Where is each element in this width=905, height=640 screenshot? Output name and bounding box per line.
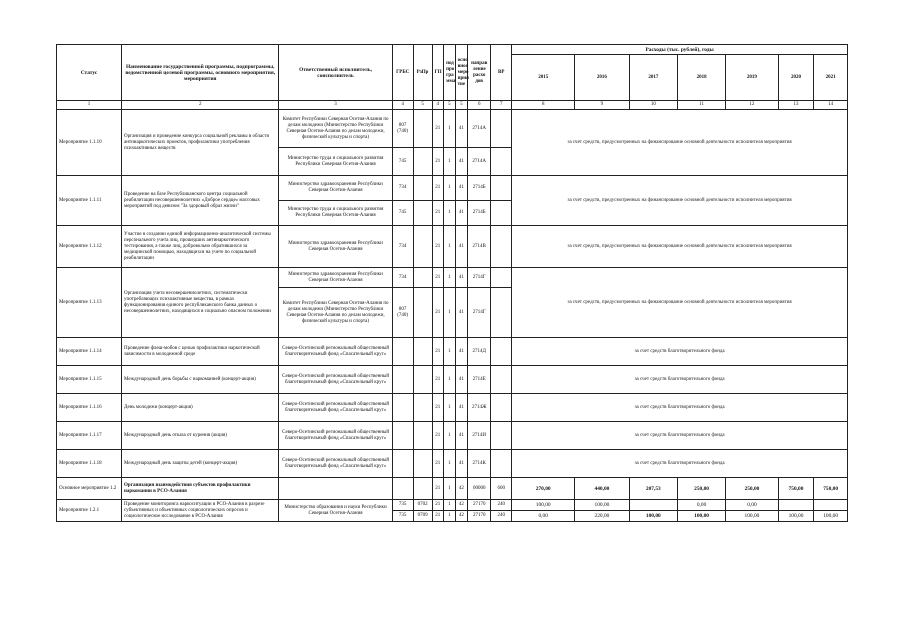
row-name: Международный день защиты детей (концерт-акция) <box>122 450 279 478</box>
row-rzpr: 0709 <box>413 511 432 522</box>
table-row <box>57 366 848 394</box>
row-executor: Министерство труда и социального развития Республики Северная Осетия-Алания <box>279 201 392 226</box>
header-rzpr: РзПр <box>413 45 432 101</box>
header-year: 2019 <box>726 55 778 101</box>
table-row <box>57 268 848 288</box>
row-pgp: 1 <box>444 110 456 148</box>
row-pgp: 1 <box>444 500 456 511</box>
row-gp: 21 <box>432 422 444 450</box>
column-number: 1 <box>57 101 122 110</box>
row-grbs <box>392 422 413 450</box>
header-om: осно вное меро прия тие <box>455 45 468 101</box>
row-funding-note: за счет средств благотворительного фонда <box>512 394 848 422</box>
column-number: 14 <box>814 101 848 110</box>
row-rzpr <box>413 366 432 394</box>
row-gp: 21 <box>432 450 444 478</box>
column-number: 7 <box>491 101 512 110</box>
row-grbs: 735 <box>392 500 413 511</box>
row-vr <box>491 422 512 450</box>
row-funding-note: за счет средств, предусмотренных на финансирование основной деятельности исполнителя мероприятия <box>512 226 848 268</box>
header-grbs: ГРБС <box>392 45 413 101</box>
main-event-om: 42 <box>455 478 468 500</box>
column-number: 5 <box>455 101 468 110</box>
row-om: 41 <box>455 366 468 394</box>
header-year: 2016 <box>575 55 630 101</box>
row-dir: 2714А <box>468 110 491 148</box>
table-row <box>57 338 848 366</box>
row-status: Мероприятие 1.1.11 <box>57 176 122 226</box>
row-executor: Комитет Республики Северная Осетия-Алания по делам молодежи (Министерство Республики Северная Осетия-Алания по делам молодежи, физической культуры и спорта) <box>279 288 392 338</box>
main-event-rzpr <box>413 478 432 500</box>
row-funding-note: за счет средств благотворительного фонда <box>512 422 848 450</box>
row-pgp: 1 <box>444 176 456 201</box>
header-status: Статус <box>57 45 122 101</box>
row-pgp: 1 <box>444 511 456 522</box>
row-om: 41 <box>455 422 468 450</box>
row-executor: Северо-Осетинский региональный общественный благотворительный фонд «Спасательный круг» <box>279 450 392 478</box>
main-event-gp: 21 <box>432 478 444 500</box>
row-value: 0,00 <box>726 500 778 511</box>
row-value: 100,00 <box>677 511 725 522</box>
row-grbs <box>392 366 413 394</box>
row-vr <box>491 201 512 226</box>
main-event-vr: 600 <box>491 478 512 500</box>
row-om: 41 <box>455 288 468 338</box>
row-status: Мероприятие 1.1.16 <box>57 394 122 422</box>
row-dir: 2714И <box>468 422 491 450</box>
row-executor: Северо-Осетинский региональный общественный благотворительный фонд «Спасательный круг» <box>279 366 392 394</box>
column-number: 12 <box>726 101 778 110</box>
row-pgp: 1 <box>444 450 456 478</box>
row-grbs: 807 (740) <box>392 288 413 338</box>
row-gp: 21 <box>432 201 444 226</box>
column-number: 9 <box>575 101 630 110</box>
main-event-value: 270,00 <box>512 478 575 500</box>
row-executor: Северо-Осетинский региональный общественный благотворительный фонд «Спасательный круг» <box>279 394 392 422</box>
row-funding-note: за счет средств, предусмотренных на финансирование основной деятельности исполнителя мероприятия <box>512 110 848 176</box>
main-event-value: 750,00 <box>814 478 848 500</box>
main-event-value: 207,53 <box>629 478 677 500</box>
row-vr: 240 <box>491 511 512 522</box>
header-expenses: Расходы (тыс. рублей), годы <box>512 45 848 55</box>
row-value: 100,00 <box>629 511 677 522</box>
table-row <box>57 176 848 201</box>
budget-table <box>56 44 848 522</box>
row-pgp: 1 <box>444 338 456 366</box>
row-grbs: 807 (740) <box>392 110 413 148</box>
column-number: 5 <box>444 101 456 110</box>
main-event-pgp: 1 <box>444 478 456 500</box>
column-number: 10 <box>629 101 677 110</box>
row-pgp: 1 <box>444 226 456 268</box>
row-executor: Министерство здравоохранения Республики Северная Осетия-Алания <box>279 226 392 268</box>
column-number: 4 <box>392 101 413 110</box>
main-event-grbs <box>392 478 413 500</box>
row-executor: Северо-Осетинский региональный общественный благотворительный фонд «Спасательный круг» <box>279 422 392 450</box>
row-vr <box>491 394 512 422</box>
row-dir: 2714А <box>468 148 491 176</box>
row-grbs: 734 <box>392 176 413 201</box>
table-row <box>57 450 848 478</box>
row-executor: Северо-Осетинский региональный общественный благотворительный фонд «Спасательный круг» <box>279 338 392 366</box>
header-pgp: под про гра мма <box>444 45 456 101</box>
row-om: 41 <box>455 110 468 148</box>
row-om: 42 <box>455 500 468 511</box>
row-name: Международный день борьбы с наркоманией (концерт-акция) <box>122 366 279 394</box>
row-dir: 2714Г <box>468 288 491 338</box>
row-value: 100,00 <box>814 511 848 522</box>
row-grbs: 735 <box>392 511 413 522</box>
main-event-value: 250,00 <box>677 478 725 500</box>
row-gp: 21 <box>432 148 444 176</box>
row-vr: 240 <box>491 500 512 511</box>
row-dir: 27170 <box>468 511 491 522</box>
table-row <box>57 422 848 450</box>
row-dir: 27170 <box>468 500 491 511</box>
column-number: 6 <box>468 101 491 110</box>
row-pgp: 1 <box>444 288 456 338</box>
row-om: 41 <box>455 394 468 422</box>
row-vr <box>491 226 512 268</box>
row-rzpr <box>413 201 432 226</box>
row-status: Мероприятие 1.1.14 <box>57 338 122 366</box>
main-event-value: 750,00 <box>778 478 814 500</box>
row-rzpr <box>413 110 432 148</box>
column-number: 4 <box>432 101 444 110</box>
row-dir: 2714Б <box>468 176 491 201</box>
row-name: Организация учета несовершеннолетних, систематически употребляющих психоактивные вещества, в рамках функционирования единого республиканского банка данных о несовершеннолетних, находящихся в социально опасном положении <box>122 268 279 338</box>
row-om: 41 <box>455 338 468 366</box>
row-funding-note: за счет средств благотворительного фонда <box>512 366 848 394</box>
row-gp: 21 <box>432 338 444 366</box>
row-value: 100,00 <box>512 500 575 511</box>
row-gp: 21 <box>432 366 444 394</box>
row-gp: 21 <box>432 226 444 268</box>
row-value <box>778 500 814 511</box>
row-dir: 2714Е <box>468 366 491 394</box>
main-event-status: Основное мероприятие 1.2 <box>57 478 122 500</box>
header-year: 2017 <box>629 55 677 101</box>
row-executor: Министерство здравоохранения Республики Северная Осетия-Алания <box>279 268 392 288</box>
row-rzpr <box>413 226 432 268</box>
table-header <box>57 45 848 110</box>
column-number: 13 <box>778 101 814 110</box>
table-body <box>57 110 848 522</box>
main-event-dir: 00000 <box>468 478 491 500</box>
main-event-executor <box>279 478 392 500</box>
header-gp: ГП <box>432 45 444 101</box>
document-page <box>56 44 848 522</box>
row-vr <box>491 338 512 366</box>
row-funding-note: за счет средств благотворительного фонда <box>512 450 848 478</box>
table-row <box>57 110 848 148</box>
column-number: 3 <box>279 101 392 110</box>
row-name: Проведение мониторинга наркоситуации в РСО-Алания в разрезе субъективных и объективных социологических опросов и социологическое исследование в РСО-Алания <box>122 500 279 522</box>
table-row <box>57 226 848 268</box>
row-grbs <box>392 394 413 422</box>
row-grbs: 745 <box>392 148 413 176</box>
row-dir: 2714Ж <box>468 394 491 422</box>
row-pgp: 1 <box>444 394 456 422</box>
row-pgp: 1 <box>444 366 456 394</box>
row-name: День молодежи (концерт-акция) <box>122 394 279 422</box>
row-vr <box>491 176 512 201</box>
row-rzpr <box>413 450 432 478</box>
row-dir: 2714Г <box>468 268 491 288</box>
header-executor: Ответственный исполнитель, соисполнитель <box>279 45 392 101</box>
row-value: 0,00 <box>512 511 575 522</box>
row-rzpr <box>413 148 432 176</box>
row-gp: 21 <box>432 176 444 201</box>
row-rzpr: 0702 <box>413 500 432 511</box>
row-gp: 21 <box>432 110 444 148</box>
main-event-name: Организация взаимодействия субъектов профилактики наркомании в РСО-Алания <box>122 478 279 500</box>
row-executor: Министерство труда и социального развития Республики Северная Осетия-Алания <box>279 148 392 176</box>
row-status: Мероприятие 1.1.15 <box>57 366 122 394</box>
row-executor: Министерство образования и науки Республики Северная Осетия-Алания <box>279 500 392 522</box>
row-pgp: 1 <box>444 148 456 176</box>
row-dir: 2714Б <box>468 201 491 226</box>
row-rzpr <box>413 176 432 201</box>
row-vr <box>491 268 512 288</box>
column-number: 11 <box>677 101 725 110</box>
row-value: 100,00 <box>778 511 814 522</box>
column-number: 5 <box>413 101 432 110</box>
row-funding-note: за счет средств, предусмотренных на финансирование основной деятельности исполнителя мероприятия <box>512 176 848 226</box>
row-status: Мероприятие 1.1.12 <box>57 226 122 268</box>
row-grbs: 734 <box>392 268 413 288</box>
row-rzpr <box>413 394 432 422</box>
row-value: 0,00 <box>677 500 725 511</box>
row-name: Проведение на базе Республиканского центра социальной реабилитации несовершеннолетних «Доброе сердце» массовых мероприятий под девизом "За здоровый образ жизни" <box>122 176 279 226</box>
row-om: 41 <box>455 201 468 226</box>
header-year: 2020 <box>778 55 814 101</box>
row-funding-note: за счет средств благотворительного фонда <box>512 338 848 366</box>
row-value <box>629 500 677 511</box>
row-executor: Министерство здравоохранения Республики Северная Осетия-Алания <box>279 176 392 201</box>
row-rzpr <box>413 268 432 288</box>
column-number: 2 <box>122 101 279 110</box>
row-value: 100,00 <box>575 500 630 511</box>
row-om: 42 <box>455 511 468 522</box>
header-year: 2015 <box>512 55 575 101</box>
row-gp: 21 <box>432 288 444 338</box>
row-dir: 2714В <box>468 226 491 268</box>
row-dir: 2714К <box>468 450 491 478</box>
row-grbs: 734 <box>392 226 413 268</box>
row-status: Мероприятие 1.1.17 <box>57 422 122 450</box>
row-status: Мероприятие 1.1.13 <box>57 268 122 338</box>
table-row-main-event <box>57 478 848 500</box>
row-gp: 21 <box>432 268 444 288</box>
row-vr <box>491 148 512 176</box>
header-year: 2018 <box>677 55 725 101</box>
row-vr <box>491 366 512 394</box>
table-row <box>57 394 848 422</box>
row-grbs: 745 <box>392 201 413 226</box>
row-status: Мероприятие 1.1.10 <box>57 110 122 176</box>
main-event-value: 250,00 <box>726 478 778 500</box>
row-pgp: 1 <box>444 268 456 288</box>
row-gp: 21 <box>432 500 444 511</box>
row-rzpr <box>413 422 432 450</box>
row-om: 41 <box>455 176 468 201</box>
header-dir: направ ление расхо дов <box>468 45 491 101</box>
header-year: 2021 <box>814 55 848 101</box>
table-row <box>57 500 848 511</box>
row-om: 41 <box>455 268 468 288</box>
row-grbs <box>392 338 413 366</box>
row-vr <box>491 288 512 338</box>
row-vr <box>491 450 512 478</box>
row-status: Мероприятие 1.2.1 <box>57 500 122 522</box>
row-name: Проведение флеш-мобов с целью профилактики наркотической зависимости в молодежной среде <box>122 338 279 366</box>
row-gp: 21 <box>432 511 444 522</box>
header-vr: ВР <box>491 45 512 101</box>
row-grbs <box>392 450 413 478</box>
row-name: Участие в создании единой информационно-аналитической системы персонального учета лиц, прошедших антинаркотического тестирования, а также лиц, добровольно обратившихся за медицинской помощью, находящихся на учете по социальной реабилитации <box>122 226 279 268</box>
row-om: 41 <box>455 450 468 478</box>
row-pgp: 1 <box>444 201 456 226</box>
row-dir: 2714Д <box>468 338 491 366</box>
row-executor: Комитет Республики Северная Осетия-Алания по делам молодежи (Министерство Республики Северная Осетия-Алания по делам молодежи, физической культуры и спорта) <box>279 110 392 148</box>
row-status: Мероприятие 1.1.18 <box>57 450 122 478</box>
row-value <box>814 500 848 511</box>
row-om: 41 <box>455 148 468 176</box>
row-rzpr <box>413 288 432 338</box>
row-name: Международный день отказа от курения (акция) <box>122 422 279 450</box>
row-value: 100,00 <box>726 511 778 522</box>
column-number: 8 <box>512 101 575 110</box>
row-rzpr <box>413 338 432 366</box>
row-name: Организация и проведение конкурса социальной рекламы в области антинаркотических проектов, профилактики употребления психоактивных веществ <box>122 110 279 176</box>
row-pgp: 1 <box>444 422 456 450</box>
row-om: 41 <box>455 226 468 268</box>
main-event-value: 440,00 <box>575 478 630 500</box>
row-funding-note: за счет средств, предусмотренных на финансирование основной деятельности исполнителя мероприятия <box>512 268 848 338</box>
row-gp: 21 <box>432 394 444 422</box>
row-vr <box>491 110 512 148</box>
row-value: 220,00 <box>575 511 630 522</box>
header-name: Наименование государственной программы, подпрограммы, ведомственной целевой программы, основного мероприятия, мероприятия <box>122 45 279 101</box>
